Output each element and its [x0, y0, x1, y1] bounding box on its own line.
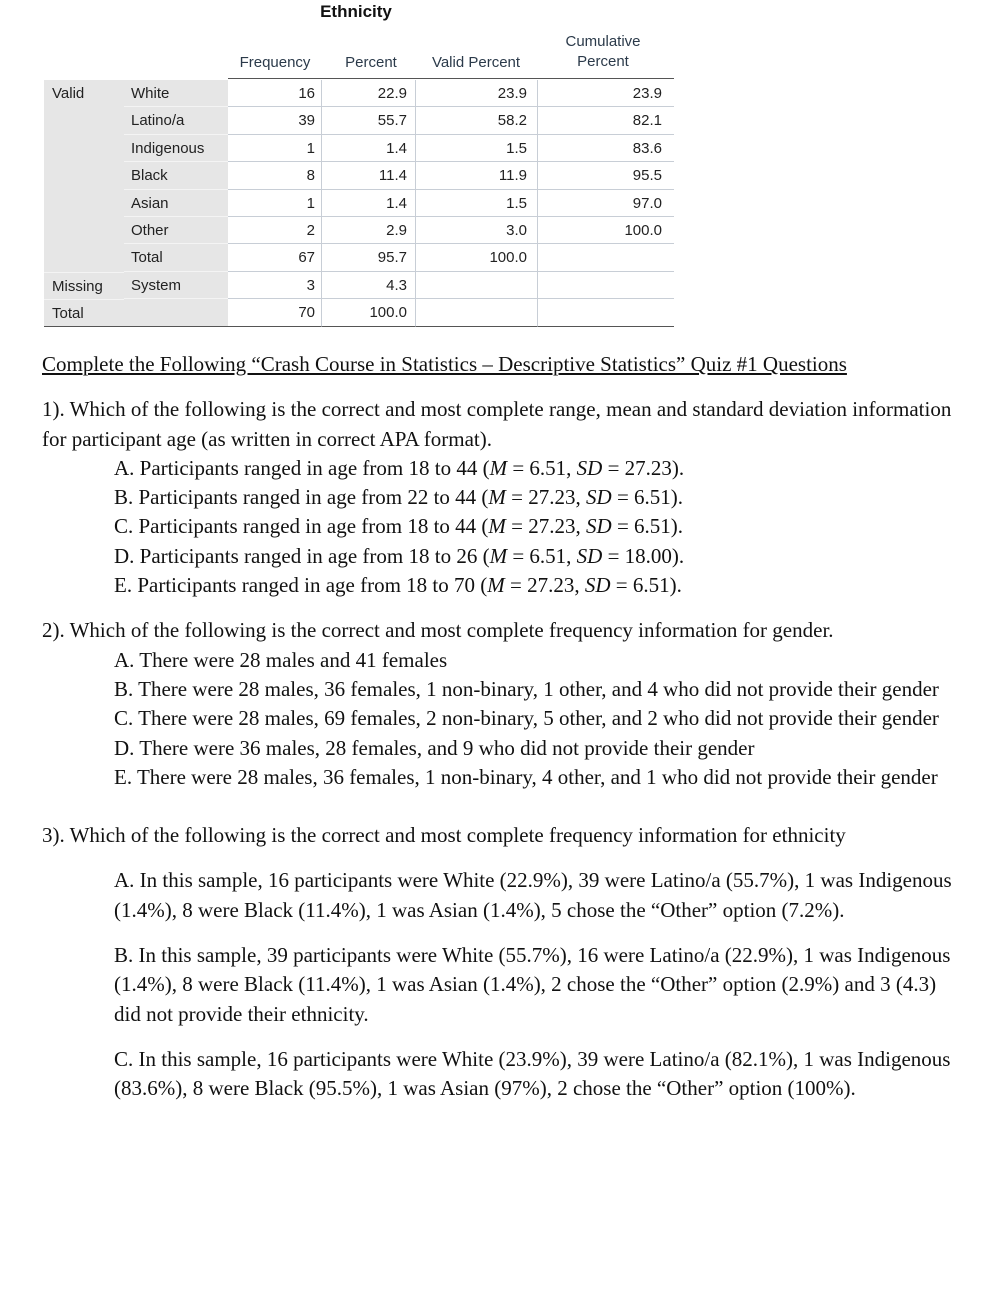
cell-frequency: 67 — [228, 244, 322, 271]
table-row — [44, 299, 674, 326]
row-category: Asian — [124, 190, 228, 217]
cell-cumulative-percent: 23.9 — [538, 80, 674, 107]
option-sd: SD — [576, 455, 603, 480]
cell-valid-percent: 1.5 — [416, 190, 538, 217]
table-row — [44, 190, 674, 217]
row-category: Total — [124, 244, 228, 271]
option-m: M — [487, 573, 505, 598]
row-group — [44, 135, 124, 162]
row-group — [44, 107, 124, 134]
question-1-option-a — [42, 454, 962, 483]
option-prefix: B. Participants ranged in age from 22 to 44 ( — [114, 485, 489, 510]
row-category: Black — [124, 162, 228, 189]
header-divider — [228, 78, 674, 79]
row-group — [44, 244, 124, 271]
header-percent: Percent — [345, 54, 397, 71]
question-2-option-e: E. There were 28 males, 36 females, 1 non-binary, 4 other, and 1 who did not provide their gender — [114, 764, 938, 789]
option-sd: SD — [584, 573, 611, 598]
cell-percent: 22.9 — [322, 80, 416, 107]
cell-percent: 4.3 — [322, 272, 416, 299]
cell-frequency: 3 — [228, 272, 322, 299]
question-1-option-b — [42, 483, 962, 512]
option-sd-value: = 18.00). — [602, 543, 685, 568]
option-prefix: E. Participants ranged in age from 18 to 70 ( — [114, 573, 488, 598]
row-group — [44, 162, 124, 189]
cell-valid-percent: 3.0 — [416, 217, 538, 244]
question-2-option-d: D. There were 36 males, 28 females, and 9 who did not provide their gender — [114, 735, 755, 760]
question-3-option-c: C. In this sample, 16 participants were White (23.9%), 39 were Latino/a (82.1%), 1 was Indigenous (83.6%), 8 were Black (95.5%), 1 was Asian (97%), 2 chose the “Other” option (100%). — [114, 1046, 951, 1101]
option-sd-value: = 6.51). — [611, 485, 684, 510]
cell-cumulative-percent: 97.0 — [538, 190, 674, 217]
table-row — [44, 244, 674, 271]
header-cumulative-line2: Percent — [577, 53, 629, 70]
cell-cumulative-percent — [538, 299, 674, 326]
question-3-option-b: B. In this sample, 39 participants were White (55.7%), 16 were Latino/a (22.9%), 1 was Indigenous (1.4%), 8 were Black (11.4%), 1 was Asian (1.4%), 2 chose the “Other” option (2.9%) and 3 (4.3) did not provide their ethnicity. — [114, 943, 951, 1026]
table-row — [44, 80, 674, 107]
question-2-stem: 2). Which of the following is the correct and most complete frequency information for gender. — [42, 618, 834, 643]
cell-cumulative-percent — [538, 244, 674, 271]
cell-frequency: 8 — [228, 162, 322, 189]
option-prefix: D. Participants ranged in age from 18 to 26 ( — [114, 543, 490, 568]
option-sd: SD — [576, 543, 603, 568]
quiz-title: Complete the Following “Crash Course in Statistics – Descriptive Statistics” Quiz #1 Questions — [42, 352, 847, 376]
quiz-document — [42, 350, 962, 1104]
row-category: Other — [124, 217, 228, 244]
cell-percent: 95.7 — [322, 244, 416, 271]
row-category: Latino/a — [124, 107, 228, 134]
option-sd-value: = 6.51). — [610, 573, 682, 598]
question-2-option-b: B. There were 28 males, 36 females, 1 non-binary, 1 other, and 4 who did not provide their gender — [114, 676, 939, 701]
cell-frequency: 70 — [228, 299, 322, 326]
option-m-value: = 27.23, — [504, 573, 585, 598]
option-sd: SD — [586, 514, 612, 539]
cell-cumulative-percent: 95.5 — [538, 162, 674, 189]
question-1-option-c — [42, 512, 962, 541]
table-row — [44, 107, 674, 134]
cell-cumulative-percent: 82.1 — [538, 107, 674, 134]
row-category: Indigenous — [124, 135, 228, 162]
cell-cumulative-percent: 100.0 — [538, 217, 674, 244]
cell-percent: 1.4 — [322, 135, 416, 162]
option-sd-value: = 27.23). — [602, 455, 685, 480]
header-cumulative-line1: Cumulative — [565, 33, 641, 50]
header-valid-percent: Valid Percent — [431, 54, 521, 71]
option-m-value: = 27.23, — [505, 514, 587, 539]
cell-valid-percent: 11.9 — [416, 162, 538, 189]
cell-frequency: 16 — [228, 80, 322, 107]
option-prefix: A. Participants ranged in age from 18 to 44 ( — [114, 455, 490, 480]
table-row — [44, 272, 674, 299]
cell-valid-percent — [416, 299, 538, 326]
option-m: M — [488, 514, 506, 539]
table-row — [44, 162, 674, 189]
option-sd-value: = 6.51). — [611, 514, 684, 539]
option-m-value: = 27.23, — [505, 485, 587, 510]
question-1-option-d — [42, 542, 962, 571]
cell-cumulative-percent — [538, 272, 674, 299]
option-prefix: C. Participants ranged in age from 18 to 44 ( — [114, 514, 489, 539]
question-2-option-a: A. There were 28 males and 41 females — [114, 647, 448, 672]
cell-valid-percent — [416, 272, 538, 299]
option-m: M — [489, 455, 508, 480]
cell-frequency: 1 — [228, 135, 322, 162]
option-m-value: = 6.51, — [507, 543, 577, 568]
cell-valid-percent: 23.9 — [416, 80, 538, 107]
cell-percent: 2.9 — [322, 217, 416, 244]
cell-valid-percent: 1.5 — [416, 135, 538, 162]
table-body — [44, 80, 674, 327]
question-1-stem: 1). Which of the following is the correct and most complete range, mean and standard deviation information for participant age (as written in correct APA format). — [42, 397, 952, 451]
row-group: Total — [44, 299, 124, 326]
option-sd: SD — [586, 485, 612, 510]
row-group — [44, 190, 124, 217]
cell-percent: 1.4 — [322, 190, 416, 217]
cell-percent: 11.4 — [322, 162, 416, 189]
question-3-option-a: A. In this sample, 16 participants were White (22.9%), 39 were Latino/a (55.7%), 1 was Indigenous (1.4%), 8 were Black (11.4%), 1 was Asian (1.4%), 5 chose the “Other” option (7.2%). — [114, 868, 952, 922]
question-1-option-e — [42, 571, 962, 600]
cell-valid-percent: 58.2 — [416, 107, 538, 134]
cell-valid-percent: 100.0 — [416, 244, 538, 271]
cell-frequency: 1 — [228, 190, 322, 217]
row-group: Valid — [44, 80, 124, 107]
option-m: M — [488, 485, 506, 510]
question-3-stem: 3). Which of the following is the correct and most complete frequency information for ethnicity — [42, 823, 846, 848]
header-cumulative-percent — [538, 32, 668, 72]
table-row — [44, 217, 674, 244]
option-m-value: = 6.51, — [507, 455, 577, 480]
row-group: Missing — [44, 272, 124, 299]
option-m: M — [489, 543, 508, 568]
table-row — [44, 135, 674, 162]
row-category: White — [124, 80, 228, 107]
question-2-option-c: C. There were 28 males, 69 females, 2 non-binary, 5 other, and 2 who did not provide their gender — [114, 706, 939, 731]
row-category — [124, 299, 228, 326]
cell-percent: 55.7 — [322, 107, 416, 134]
row-category: System — [124, 272, 228, 299]
cell-frequency: 39 — [228, 107, 322, 134]
header-frequency: Frequency — [239, 54, 311, 71]
cell-percent: 100.0 — [322, 299, 416, 326]
cell-cumulative-percent: 83.6 — [538, 135, 674, 162]
table-title: Ethnicity — [320, 2, 392, 21]
cell-frequency: 2 — [228, 217, 322, 244]
row-group — [44, 217, 124, 244]
